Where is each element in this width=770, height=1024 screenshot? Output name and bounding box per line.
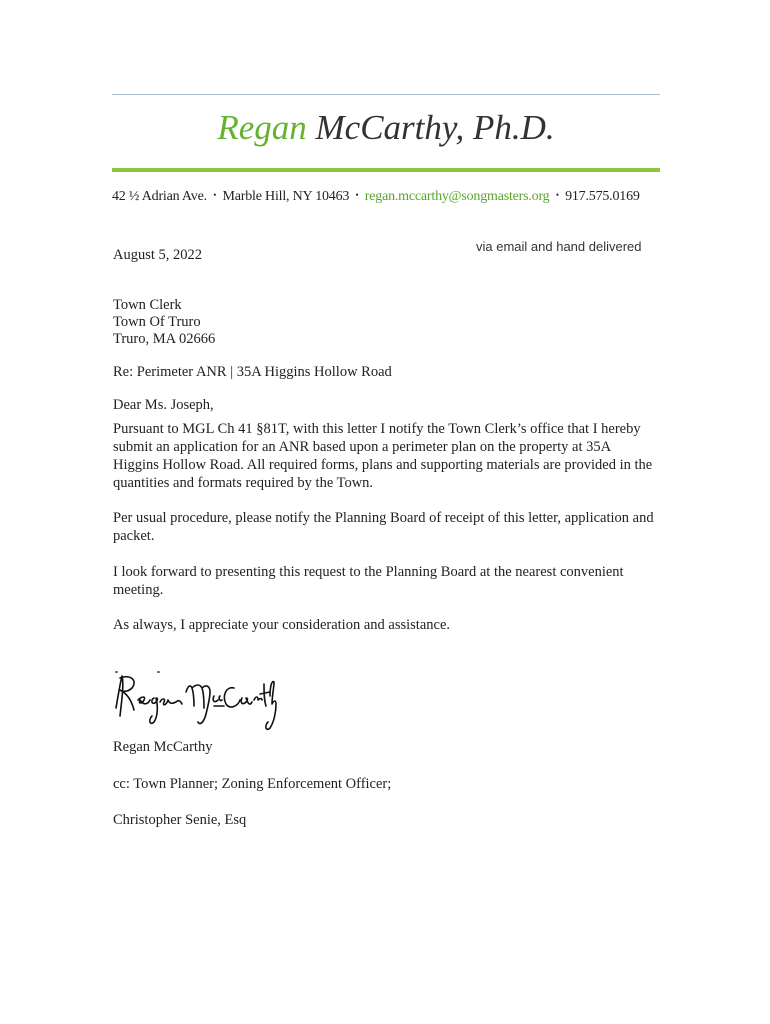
- cc-line: cc: Town Planner; Zoning Enforcement Officer;: [113, 776, 392, 792]
- header-top-rule: [112, 94, 660, 95]
- recipient-line: Town Of Truro: [113, 314, 201, 330]
- contact-separator: •: [213, 190, 217, 200]
- signer-name: Regan McCarthy: [113, 739, 213, 755]
- contact-phone: 917.575.0169: [565, 189, 640, 204]
- subject-line: Re: Perimeter ANR | 35A Higgins Hollow Road: [113, 364, 392, 380]
- body-paragraph: Pursuant to MGL Ch 41 §81T, with this letter I notify the Town Clerk’s office that I hereby submit an application for an ANR based upon a perimeter plan on the property at 35A Higgins Hollow Road. All required forms, plans and supporting materials are provided in the quantities and formats required by the Town.: [113, 421, 653, 491]
- body-paragraph: Per usual procedure, please notify the Planning Board of receipt of this letter, application and packet.: [113, 510, 654, 544]
- header-green-rule: [112, 168, 660, 172]
- recipient-line: Town Clerk: [113, 297, 182, 313]
- body-paragraph: I look forward to presenting this request to the Planning Board at the nearest convenient meeting.: [113, 564, 624, 598]
- cc-recipient: Christopher Senie, Esq: [113, 812, 247, 828]
- contact-separator: •: [355, 190, 359, 200]
- contact-city: Marble Hill, NY 10463: [222, 189, 350, 204]
- recipient-line: Truro, MA 02666: [113, 331, 216, 347]
- contact-address: 42 ½ Adrian Ave.: [112, 189, 207, 204]
- body-paragraph: As always, I appreciate your consideration and assistance.: [113, 617, 451, 633]
- letterhead-last-name: McCarthy, Ph.D.: [315, 108, 555, 147]
- delivery-note: via email and hand delivered: [476, 239, 642, 254]
- contact-separator: •: [555, 190, 559, 200]
- contact-email-link[interactable]: regan.mccarthy@songmasters.org: [364, 189, 550, 204]
- letter-date: August 5, 2022: [113, 247, 203, 263]
- salutation: Dear Ms. Joseph,: [113, 397, 214, 413]
- handwritten-signature: [110, 666, 280, 734]
- recipient-address: [113, 297, 215, 348]
- letterhead-name: [112, 108, 660, 148]
- letterhead-first-name: Regan: [217, 108, 307, 147]
- contact-line: [112, 189, 660, 205]
